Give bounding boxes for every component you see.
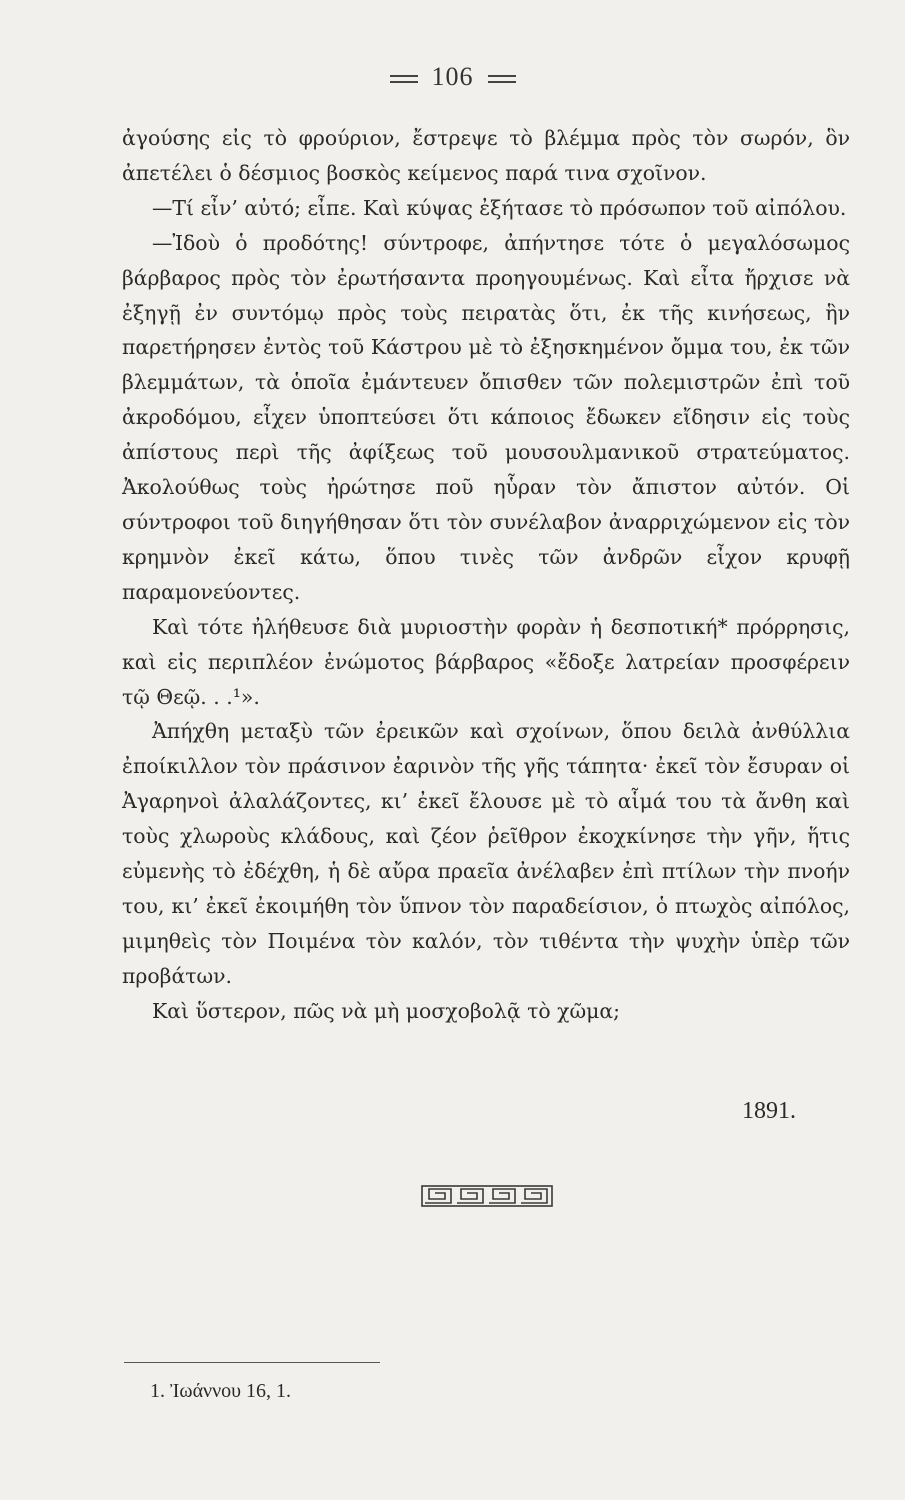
paragraph: Ἀπήχθη μεταξὺ τῶν ἐρεικῶν καὶ σχοίνων, ὅπου δειλὰ ἀνθύλλια ἐποίκιλλον τὸν πράσινον ἐαρινὸν τῆς γῆς τάπητα· ἐκεῖ τὸν ἔσυραν οἱ Ἀγαρηνοὶ ἀλαλάζοντες, κι’ ἐκεῖ ἔλουσε μὲ τὸ αἷμά του τὰ ἄνθη καὶ τοὺς χλωροὺς κλάδους, καὶ ζέον ῥεῖθρον ἐκοχκίνησε τὴν γῆν, ἥτις εὐμενὴς τὸ ἐδέχθη, ἡ δὲ αὔρα πραεῖα ἀνέλαβεν ἐπὶ πτίλων τὴν πνοήν του, κι’ ἐκεῖ ἐκοιμήθη τὸν ὕπνον τὸν παραδείσιον, ὁ πτωχὸς αἰπόλος, μιμηθεὶς τὸν Ποιμένα τὸν καλόν, τὸν τιθέντα τὴν ψυχὴν ὑπὲρ τῶν προβάτων. [122,719,850,988]
header-rule-right [488,75,516,83]
paragraph: ἀγούσης εἰς τὸ φρούριον, ἔστρεψε τὸ βλέμμα πρὸς τὸν σωρόν, ὃν ἀπετέλει ὁ δέσμιος βοσκὸς κείμενος παρά τινα σχοῖνον. [122,126,850,185]
footnote: 1. Ἰωάννου 16, 1. [150,1380,292,1402]
header-rule-left [390,75,418,83]
paragraph: —Ἰδοὺ ὁ προδότης! σύντροφε, ἀπήντησε τότε ὁ μεγαλόσωμος βάρβαρος πρὸς τὸν ἐρωτήσαντα προηγουμένως. Καὶ εἶτα ἤρχισε νὰ ἐξηγῇ ἐν συντόμῳ πρὸς τοὺς πειρατὰς ὅτι, ἐκ τῆς κινήσεως, ἣν παρετήρησεν ἐντὸς τοῦ Κάστρου μὲ τὸ ἐξησκημένον ὄμμα του, ἐκ τῶν βλεμμάτων, τὰ ὁποῖα ἐμάντευεν ὄπισθεν τῶν πολεμιστρῶν ἐπὶ τοῦ ἀκροδόμου, εἶχεν ὑποπτεύσει ὅτι κάποιος ἔδωκεν εἴδησιν εἰς τοὺς ἀπίστους περὶ τῆς ἀφίξεως τοῦ μουσουλμανικοῦ στρατεύματος. Ἀκολούθως τοὺς ἠρώτησε ποῦ ηὗραν τὸν ἄπιστον αὐτόν. Οἱ σύντροφοι τοῦ διηγήθησαν ὅτι τὸν συνέλαβον ἀναρριχώμενον εἰς τὸν κρημνὸν ἐκεῖ κάτω, ὅπου τινὲς τῶν ἀνδρῶν εἶχον κρυφῇ παραμονεύοντες. [122,230,850,604]
footnote-divider [124,1362,380,1363]
body-text [122,121,850,1029]
page-header [0,62,905,92]
paragraph: Καὶ ὕστερον, πῶς νὰ μὴ μοσχοβολᾷ τὸ χῶμα; [152,998,621,1023]
paragraph: Καὶ τότε ἠλήθευσε διὰ μυριοστὴν φορὰν ἡ δεσποτική* πρόρρησις, καὶ εἰς περιπλέον ἐνώμοτος βάρβαρος «ἔδοξε λατρείαν προσφέρειν τῷ Θεῷ. . .¹». [122,614,850,709]
page-number: 106 [431,62,474,91]
date-line: 1891. [742,1098,796,1124]
paragraph: —Τί εἶν’ αὐτό; εἶπε. Καὶ κύψας ἐξήτασε τὸ πρόσωπον τοῦ αἰπόλου. [152,195,847,220]
greek-key-ornament [421,1185,553,1207]
